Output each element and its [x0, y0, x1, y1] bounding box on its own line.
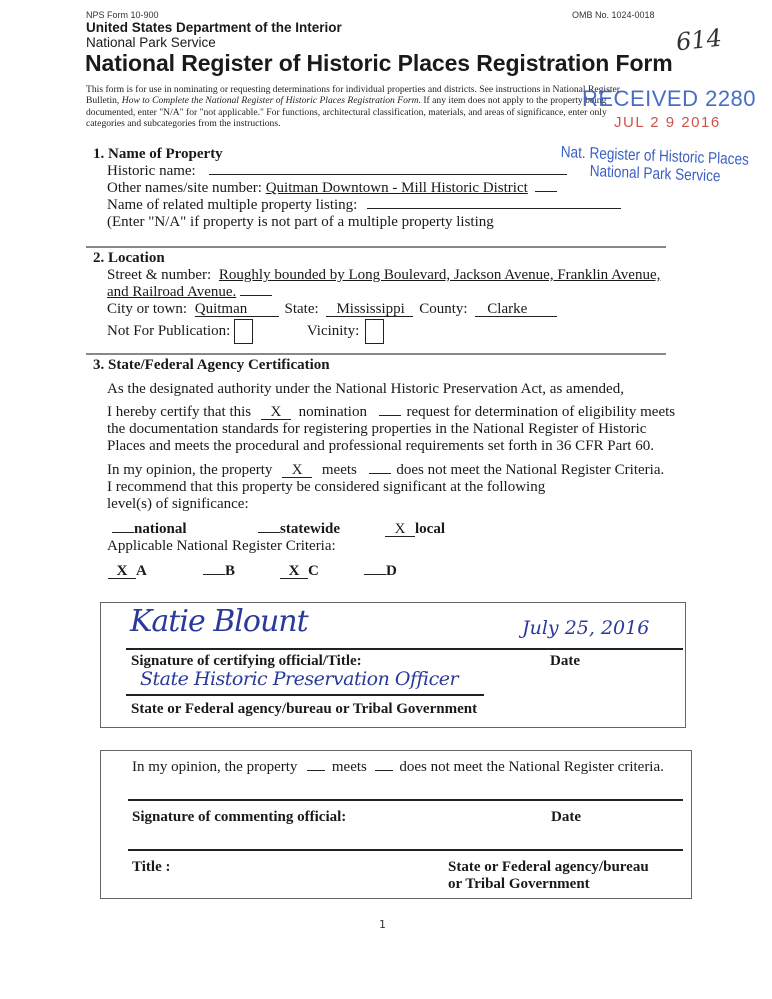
other-names-field[interactable]: Quitman Downtown - Mill Historic District	[265, 180, 528, 196]
section-2-title: 2. Location	[93, 250, 165, 266]
commenting-agency-label-1: State or Federal agency/bureau	[448, 859, 649, 875]
section-divider	[86, 353, 666, 355]
criterion-mark[interactable]	[364, 574, 386, 575]
section-3-title: 3. State/Federal Agency Certification	[93, 357, 330, 373]
street-label: Street & number:	[107, 267, 212, 283]
level-mark[interactable]: X	[385, 523, 415, 537]
related-listing-field[interactable]	[367, 197, 621, 209]
handwritten-number: 614	[674, 23, 724, 57]
date-handwritten: July 25, 2016	[522, 617, 650, 639]
meets-label: meets	[331, 759, 367, 775]
recommend-line-1: I recommend that this property be considered significant at the following	[107, 479, 546, 495]
meets-mark[interactable]: X	[282, 464, 312, 478]
criterion-label: D	[386, 563, 397, 579]
criterion-label: A	[136, 563, 147, 579]
level-label: local	[415, 521, 445, 537]
intro-line: documented, enter "N/A" for "not applicable." For functions, architectural classification, materials, and areas of significance, enter only	[86, 106, 607, 118]
publication-vicinity-row	[107, 319, 384, 344]
criteria-label: Applicable National Register Criteria:	[107, 538, 336, 554]
nomination-mark[interactable]: X	[261, 406, 291, 420]
not-for-publication-checkbox[interactable]	[234, 319, 253, 344]
other-names-blank	[535, 180, 557, 192]
signature-label: Signature of certifying official/Title:	[131, 653, 362, 669]
agency-name: National Park Service	[86, 35, 216, 50]
title-line[interactable]	[126, 694, 484, 696]
form-number: NPS Form 10-900	[86, 10, 159, 20]
criterion-a[interactable]	[108, 563, 147, 580]
certify-row	[107, 404, 675, 421]
commenting-signature-label: Signature of commenting official:	[132, 809, 347, 825]
opinion-text: In my opinion, the property	[132, 759, 298, 775]
request-label: request for determination of eligibility meets	[406, 404, 676, 420]
vicinity-checkbox[interactable]	[365, 319, 384, 344]
form-title: National Register of Historic Places Registration Form	[85, 50, 673, 76]
other-names-row	[107, 180, 557, 197]
recommend-line-2: level(s) of significance:	[107, 496, 249, 512]
street-blank	[240, 284, 272, 296]
commenting-signature-line[interactable]	[128, 799, 683, 801]
title-handwritten: State Historic Preservation Officer	[140, 668, 459, 690]
commenting-title-label: Title :	[132, 859, 171, 875]
criterion-mark[interactable]	[203, 574, 225, 575]
street-row-2	[107, 284, 272, 301]
related-listing-label: Name of related multiple property listing:	[107, 197, 358, 213]
criterion-d[interactable]	[364, 563, 397, 580]
not-meet-label: does not meet the National Register criteria.	[399, 759, 664, 775]
criterion-label: B	[225, 563, 236, 579]
section-divider	[86, 246, 666, 248]
bulletin-title: How to Complete the National Register of Historic Places Registration Form.	[121, 95, 421, 107]
meets-label: meets	[321, 462, 357, 478]
vicinity-label: Vicinity:	[306, 323, 360, 339]
street-row	[107, 267, 660, 284]
commenting-opinion-row	[132, 759, 664, 776]
date-label: Date	[550, 653, 580, 669]
nat-register-stamp: Nat. Register of Historic Places	[560, 144, 750, 169]
criterion-c[interactable]	[280, 563, 319, 580]
criterion-label: C	[308, 563, 319, 579]
not-for-publication-label: Not For Publication:	[107, 323, 231, 339]
certify-line-3: Places and meets the procedural and professional requirements set forth in 36 CFR Part 60.	[107, 438, 654, 454]
nps-stamp: National Park Service	[589, 163, 721, 186]
received-date-stamp: JUL 2 9 2016	[614, 114, 721, 131]
county-label: County:	[419, 301, 468, 317]
historic-name-row	[107, 163, 567, 180]
level-mark[interactable]	[112, 532, 134, 533]
city-field[interactable]: Quitman	[195, 303, 279, 317]
street-field-line2[interactable]: and Railroad Avenue.	[107, 284, 237, 300]
historic-name-label: Historic name:	[107, 163, 196, 179]
level-local[interactable]	[385, 521, 445, 538]
commenting-agency-label-2: or Tribal Government	[448, 876, 590, 892]
received-stamp: RECEIVED 2280	[582, 86, 757, 111]
signature-handwritten: Katie Blount	[130, 604, 308, 639]
other-names-label: Other names/site number:	[107, 180, 262, 196]
city-label: City or town:	[107, 301, 188, 317]
nomination-label: nomination	[298, 404, 367, 420]
related-listing-row	[107, 197, 621, 214]
criterion-mark[interactable]: X	[108, 565, 136, 579]
commenting-not-meet-mark[interactable]	[375, 770, 393, 771]
department-name: United States Department of the Interior	[86, 20, 342, 35]
signature-line[interactable]	[126, 648, 683, 650]
state-label: State:	[284, 301, 319, 317]
intro-line: categories and subcategories from the instructions.	[86, 117, 281, 129]
agency-label: State or Federal agency/bureau or Tribal Government	[131, 701, 478, 717]
not-meet-label: does not meet the National Register Criteria.	[396, 462, 665, 478]
authority-text: As the designated authority under the National Historic Preservation Act, as amended,	[107, 381, 624, 397]
page-number: 1	[379, 918, 386, 931]
county-field[interactable]: Clarke	[475, 303, 557, 317]
certify-line-2: the documentation standards for registering properties in the National Register of Historic	[107, 421, 647, 437]
commenting-title-line[interactable]	[128, 849, 683, 851]
section-1-title: 1. Name of Property	[93, 146, 223, 162]
certify-text: I hereby certify that this	[107, 404, 252, 420]
state-field[interactable]: Mississippi	[326, 303, 413, 317]
request-mark[interactable]	[379, 415, 401, 416]
intro-line: If any item does not apply to the property being	[420, 95, 607, 107]
commenting-meets-mark[interactable]	[307, 770, 325, 771]
commenting-date-label: Date	[551, 809, 581, 825]
not-meet-mark[interactable]	[369, 473, 391, 474]
level-mark[interactable]	[258, 532, 280, 533]
opinion-text: In my opinion, the property	[107, 462, 273, 478]
city-state-county-row	[107, 301, 557, 318]
street-field[interactable]: Roughly bounded by Long Boulevard, Jackson Avenue, Franklin Avenue,	[218, 267, 661, 283]
criterion-b[interactable]	[203, 563, 235, 580]
historic-name-field[interactable]	[209, 163, 567, 175]
opinion-row	[107, 462, 664, 479]
level-national[interactable]	[112, 521, 187, 538]
level-label: statewide	[280, 521, 340, 537]
omb-number: OMB No. 1024-0018	[572, 10, 655, 20]
related-listing-note: (Enter "N/A" if property is not part of a multiple property listing	[107, 214, 494, 230]
level-label: national	[134, 521, 187, 537]
intro-line: Bulletin,	[86, 95, 122, 107]
criterion-mark[interactable]: X	[280, 565, 308, 579]
level-statewide[interactable]	[258, 521, 340, 538]
intro-line: This form is for use in nominating or requesting determinations for individual properties and districts. See instructions in National Register	[86, 84, 620, 95]
